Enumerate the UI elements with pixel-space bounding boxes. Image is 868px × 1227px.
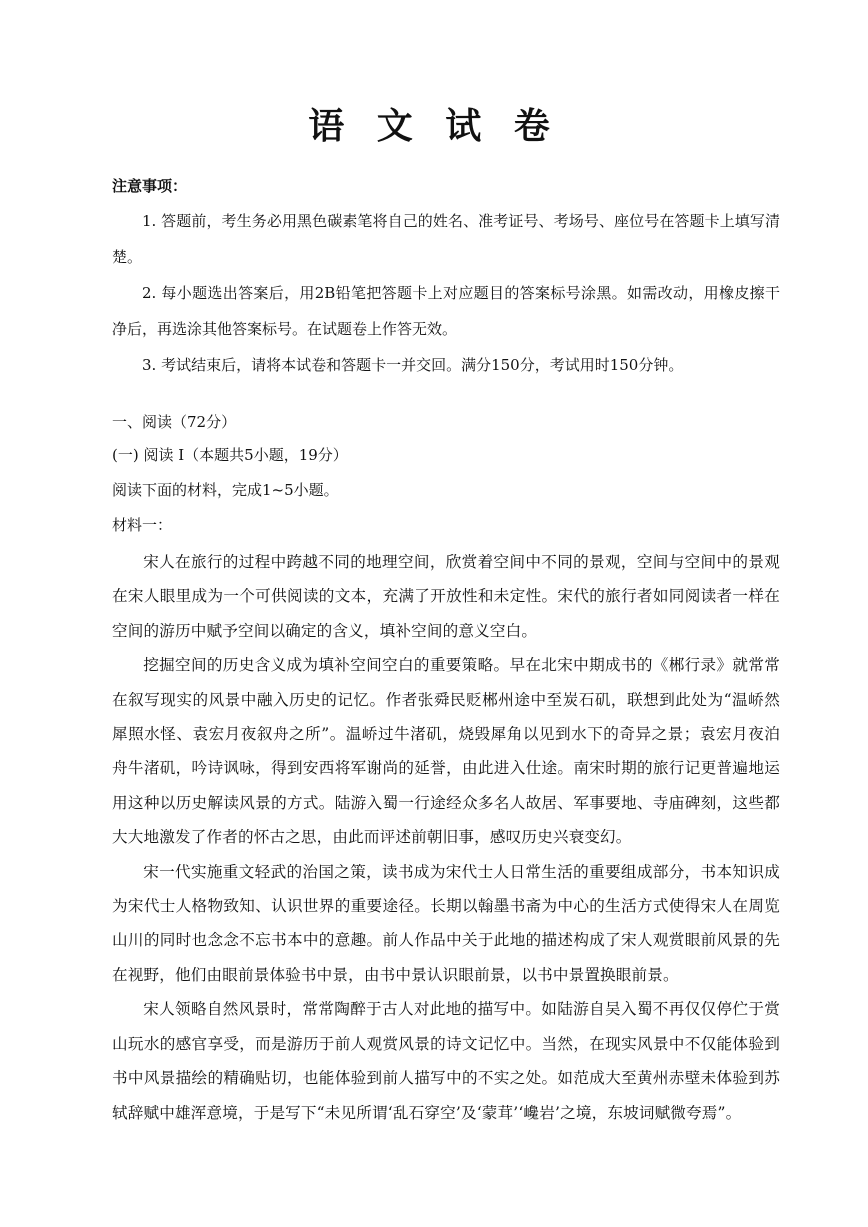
paragraph: 宋一代实施重文轻武的治国之策，读书成为宋代士人日常生活的重要组成部分，书本知识成为宋代士人格物致知、认识世界的重要途径。长期以翰墨书斋为中心的生活方式使得宋人在周览山川的同时也念念不忘书本中的意趣。前人作品中关于此地的描述构成了宋人观赏眼前风景的先在视野，他们由眼前景体验书中景，由书中景认识眼前景，以书中景置换眼前景。 bbox=[112, 862, 780, 984]
paragraph: 宋人在旅行的过程中跨越不同的地理空间，欣赏着空间中不同的景观，空间与空间中的景观在宋人眼里成为一个可供阅读的文本，充满了开放性和未定性。宋代的旅行者如同阅读者一样在空间的游历中赋予空间以确定的含义，填补空间的意义空白。 bbox=[112, 553, 780, 640]
material-text bbox=[112, 545, 780, 1130]
paragraph: 挖掘空间的历史含义成为填补空间空白的重要策略。早在北宋中期成书的《郴行录》就常常在叙写现实的风景中融入历史的记忆。作者张舜民贬郴州途中至炭石矶，联想到此处为“温峤然犀照水怪、袁宏月夜叙舟之所”。温峤过牛渚矶，烧毁犀角以见到水下的奇异之景；袁宏月夜泊舟牛渚矶，吟诗讽咏，得到安西将军谢尚的延誉，由此进入仕途。南宋时期的旅行记更普遍地运用这种以历史解读风景的方式。陆游入蜀一行途经众多名人故居、军事要地、寺庙碑刻，这些都大大地激发了作者的怀古之思，由此而评述前朝旧事，感叹历史兴衰变幻。 bbox=[112, 656, 780, 847]
material-label: 材料一： bbox=[112, 516, 173, 534]
notice-heading: 注意事项： bbox=[112, 177, 188, 195]
notice-item: 2. 每小题选出答案后，用2B铅笔把答题卡上对应题目的答案标号涂黑。如需改动，用橡皮擦干净后，再选涂其他答案标号。在试题卷上作答无效。 bbox=[112, 284, 780, 338]
sub-heading: (一) 阅读 I（本题共5小题，19分） bbox=[112, 446, 348, 464]
notice-item: 1. 答题前，考生务必用黑色碳素笔将自己的姓名、准考证号、考场号、座位号在答题卡上填写清楚。 bbox=[112, 212, 780, 266]
paragraph: 宋人领略自然风景时，常常陶醉于古人对此地的描写中。如陆游自吴入蜀不再仅仅停伫于赏山玩水的感官享受，而是游历于前人观赏风景的诗文记忆中。当然，在现实风景中不仅能体验到书中风景描绘的精确贴切，也能体验到前人描写中的不实之处。如范成大至黄州赤壁未体验到苏轼辞赋中雄浑意境，于是写下“未见所谓‘乱石穿空’及‘蒙茸’‘巉岩’之境，东坡词赋微夸焉”。 bbox=[112, 1000, 780, 1122]
section-heading: 一、阅读（72分） bbox=[112, 413, 237, 431]
notice-item: 3. 考试结束后，请将本试卷和答题卡一并交回。满分150分，考试用时150分钟。 bbox=[142, 356, 684, 374]
page-title: 语 文 试 卷 bbox=[308, 105, 560, 147]
notice-list bbox=[112, 203, 780, 383]
reading-instruction: 阅读下面的材料，完成1~5小题。 bbox=[112, 481, 339, 499]
